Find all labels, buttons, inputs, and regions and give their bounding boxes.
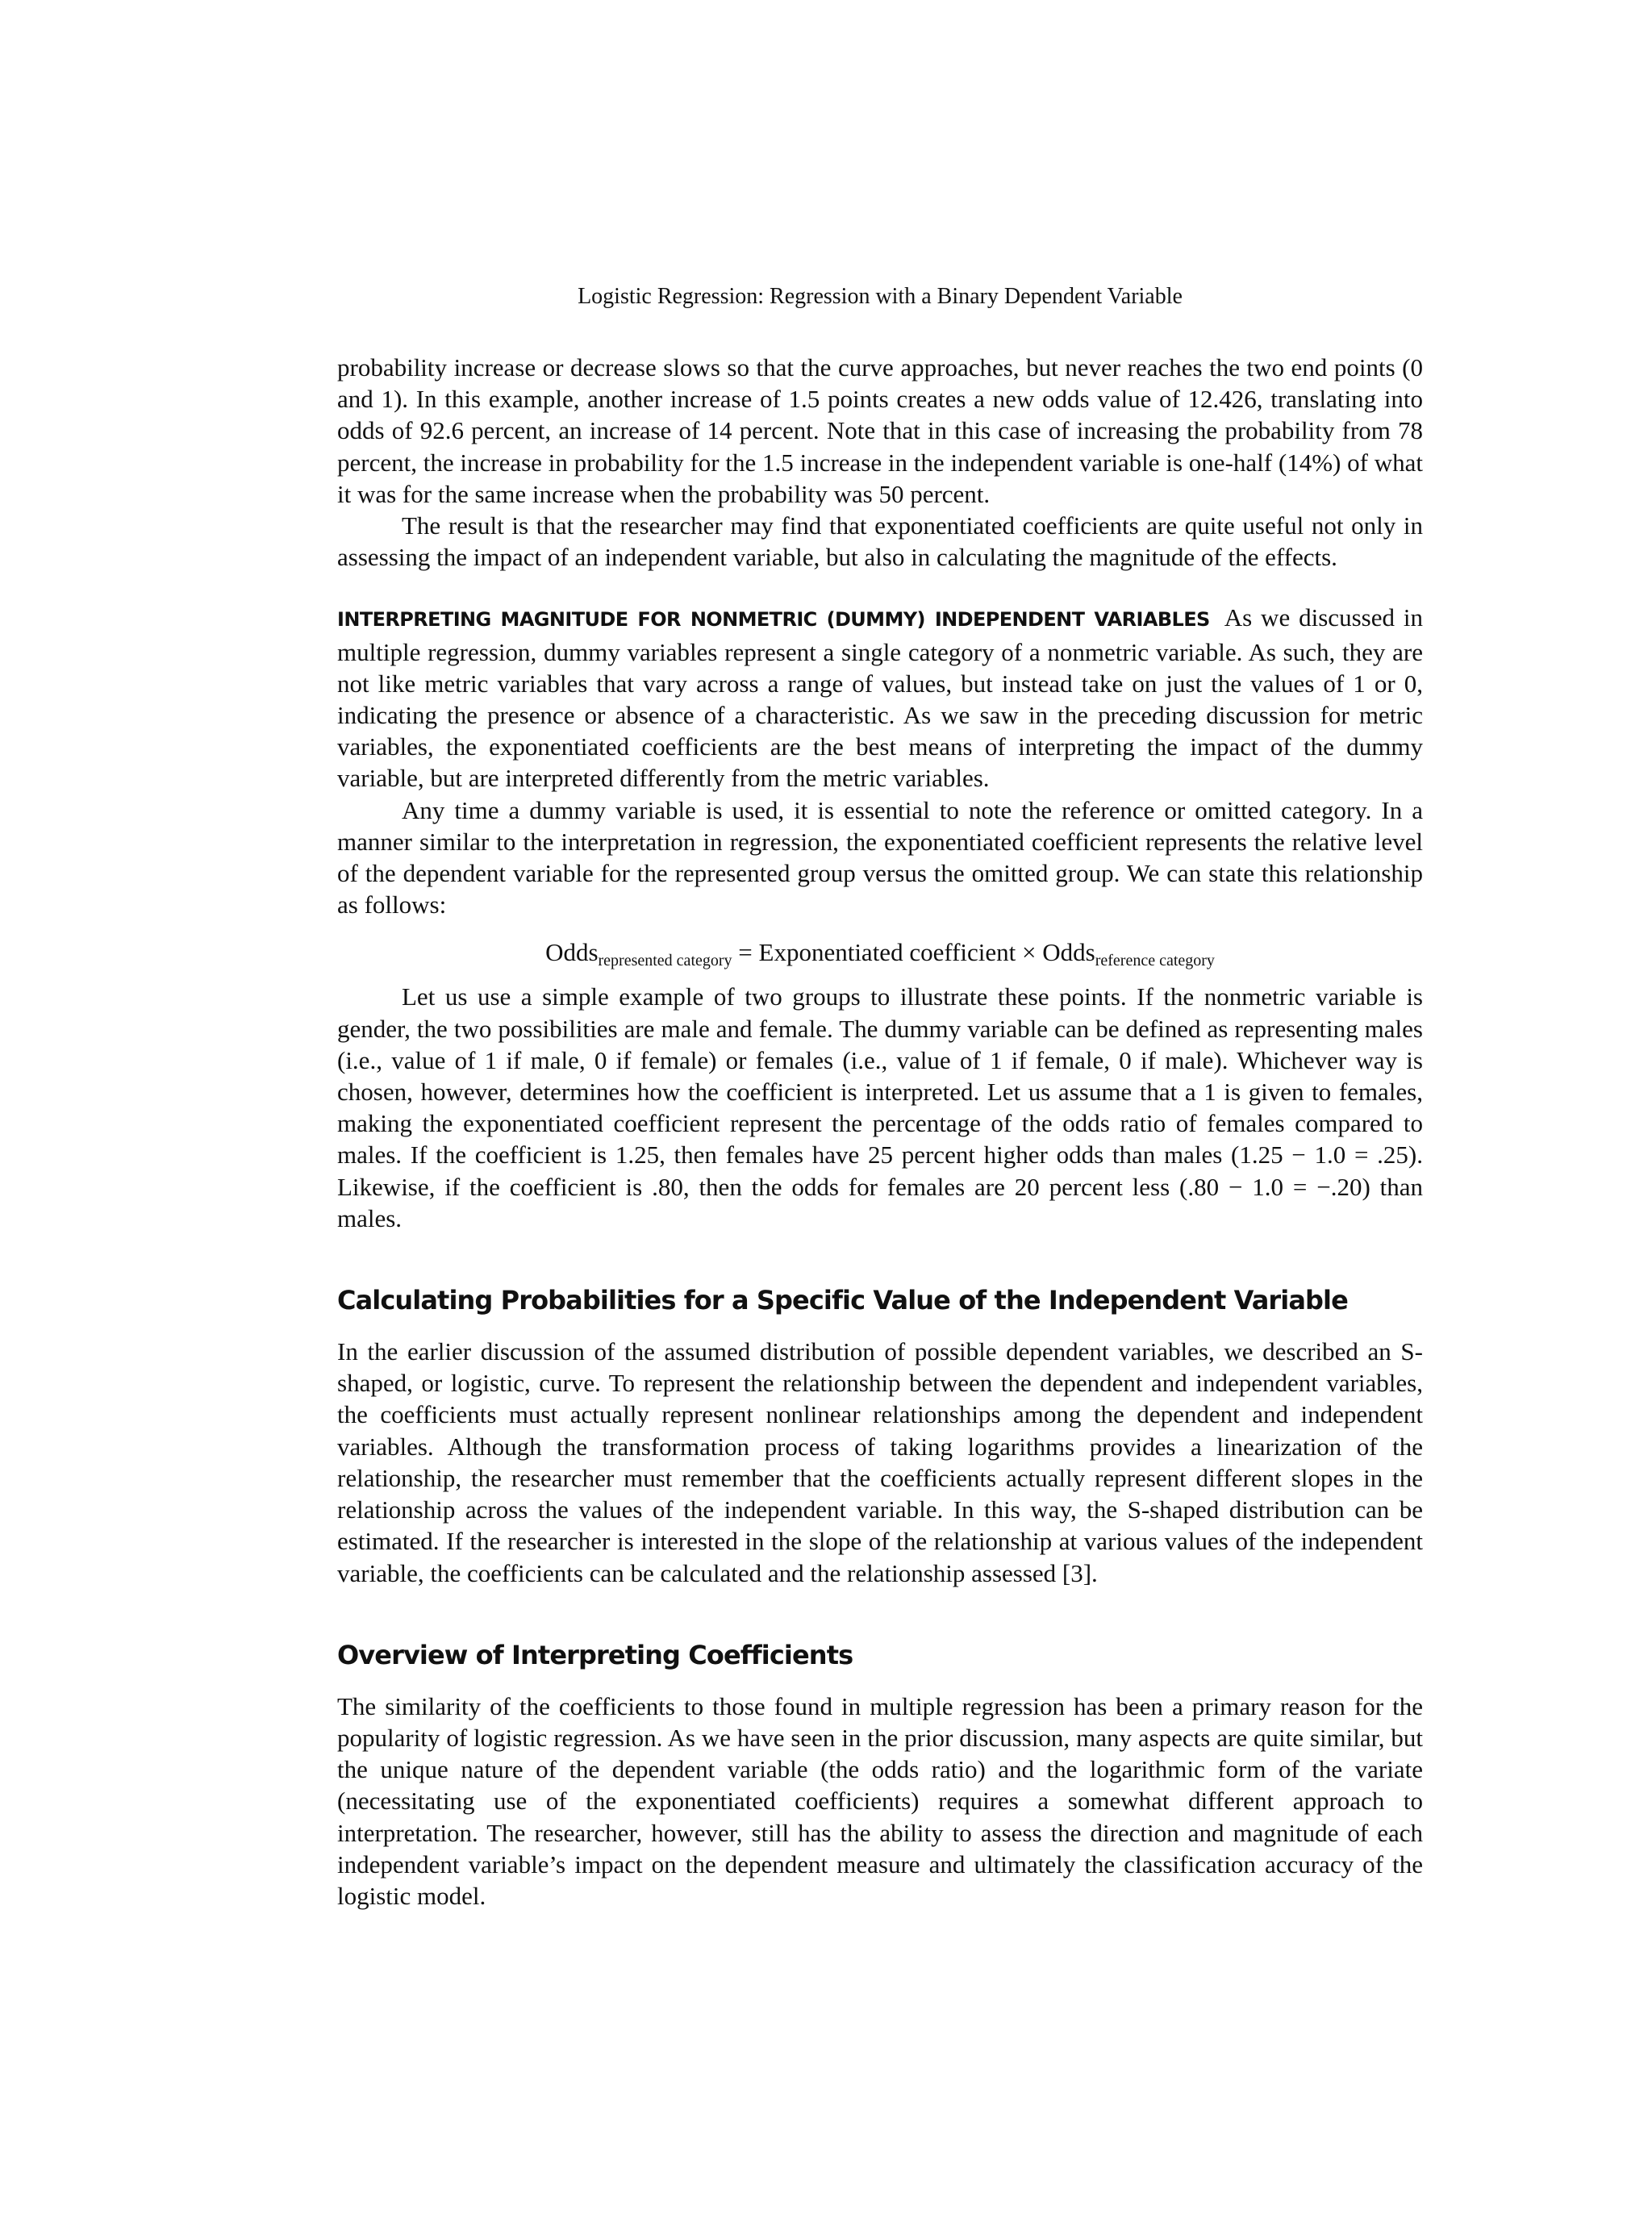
dummy-section-paragraph [337,602,1423,794]
odds-equation [337,936,1423,968]
body-paragraph: The result is that the researcher may find that exponentiated coefficients are quite useful not only in assessing the impact of an independent variable, but also in calculating the magnitude of the effects. [337,511,1423,572]
equation-lhs: Odds [545,938,599,967]
body-paragraph: Any time a dummy variable is used, it is essential to note the reference or omitted category. In a manner similar to the interpretation in regression, the exponentiated coefficient represents the relative level of the dependent variable for the represented group versus the omitted group. We can state this relationship as follows: [337,795,1423,919]
body-paragraph: Let us use a simple example of two groups to illustrate these points. If the nonmetric variable is gender, the two possibilities are male and female. The dummy variable can be defined as representing males (i.e., value of 1 if male, 0 if female) or females (i.e., value of 1 if female, 0 if male). Whichever way is chosen, however, determines how the coefficient is interpreted. Let us assume that a 1 is given to females, making the exponentiated coefficient represent the percentage of the odds ratio of females compared to males. If the coefficient is 1.25, then females have 25 percent higher odds than males (1.25 − 1.0 = .25). Likewise, if the coefficient is .80, then the odds for females are 20 percent less (.80 − 1.0 = −.20) than males. [337,982,1423,1232]
dummy-section-intro-text: As we discussed in multiple regression, dummy variables represent a single category of a nonmetric variable. As such, they are not like metric variables that vary across a range of values, but instead take on just the values of 1 or 0, indicating the presence or absence of a characteristic. As we saw in the preceding discussion for metric variables, the exponentiated coefficients are the best means of interpreting the impact of the dummy variable, but are interpreted differently from the metric variables. [337,603,1423,793]
body-paragraph: In the earlier discussion of the assumed distribution of possible dependent variables, we described an S-shaped, or logistic, curve. To represent the relationship between the dependent and independent variables, the coefficients must actually represent nonlinear relationships among the dependent and independent variables. Although the transformation process of taking logarithms provides a linearization of the relationship, the researcher must remember that the coefficients actually represent different slopes in the relationship across the values of the independent variable. In this way, the S-shaped distribution can be estimated. If the researcher is interested in the slope of the relationship at various values of the independent variable, the coefficients can be calculated and the relationship assessed [3]. [337,1337,1423,1587]
section-heading: Overview of Interpreting Coefficients [337,1639,853,1670]
equation-rhs-subscript: reference category [1095,952,1215,970]
section-heading: Calculating Probabilities for a Specific Value of the Independent Variable [337,1285,1348,1316]
running-head: Logistic Regression: Regression with a Binary Dependent Variable [578,284,1183,309]
equation-lhs-subscript: represented category [598,952,732,970]
body-paragraph: The similarity of the coefficients to those found in multiple regression has been a primary reason for the popularity of logistic regression. As we have seen in the prior discussion, many aspects are quite similar, but the unique nature of the dependent variable (the odds ratio) and the logarithmic form of the variate (necessitating use of the exponentiated coefficients) requires a somewhat different approach to interpretation. The researcher, however, still has the ability to assess the direction and magnitude of each independent variable’s impact on the dependent measure and ultimately the classification accuracy of the logistic model. [337,1691,1423,1910]
body-paragraph: probability increase or decrease slows so that the curve approaches, but never reaches the two end points (0 and 1). In this example, another increase of 1.5 points creates a new odds value of 12.426, translating into odds of 92.6 percent, an increase of 14 percent. Note that in this case of increasing the probability from 78 percent, the increase in probability for the 1.5 increase in the independent variable is one-half (14%) of what it was for the same increase when the probability was 50 percent. [337,353,1423,508]
equation-middle: = Exponentiated coefficient × Odds [732,938,1095,967]
run-in-heading: INTERPRETING MAGNITUDE FOR NONMETRIC (DUMMY) INDEPENDENT VARIABLES [337,608,1210,632]
page-content [337,282,1423,1912]
